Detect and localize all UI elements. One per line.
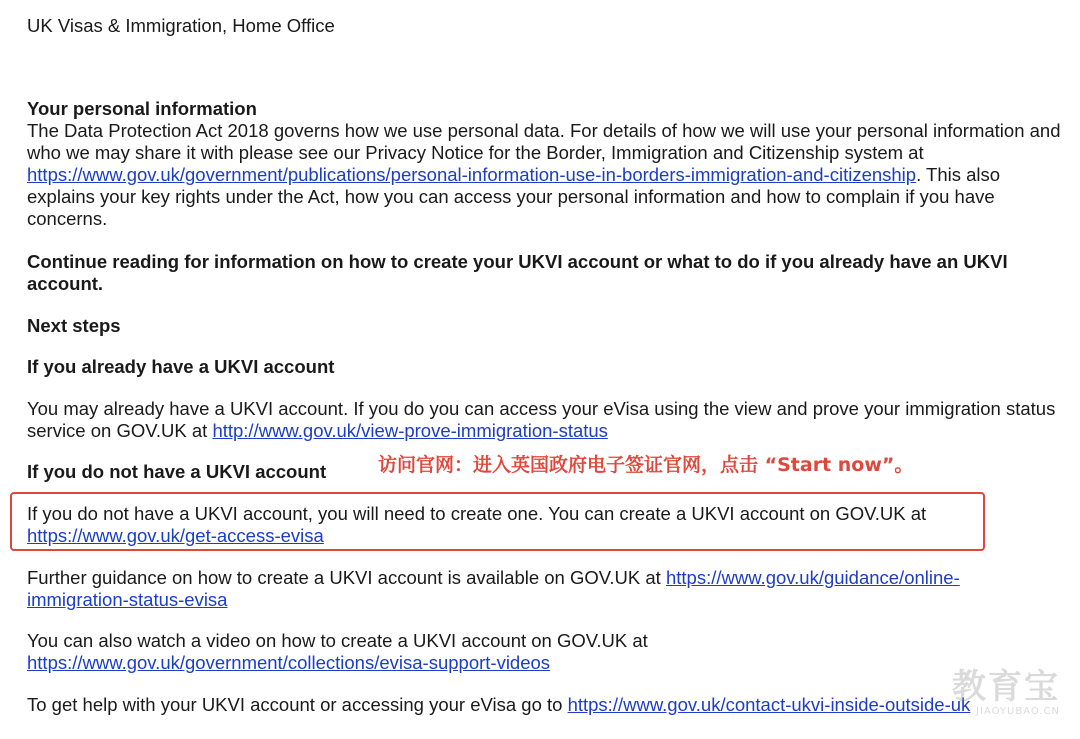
no-account-text: If you do not have a UKVI account, you will need to create one. You can create a UKVI account on GOV.UK at bbox=[27, 503, 927, 524]
help-text: To get help with your UKVI account or accessing your eVisa go to bbox=[27, 694, 568, 715]
view-prove-status-link[interactable]: http://www.gov.uk/view-prove-immigration-status bbox=[212, 420, 608, 441]
watermark-logo bbox=[952, 668, 1060, 718]
next-steps-heading: Next steps bbox=[27, 315, 121, 336]
guidance-text: Further guidance on how to create a UKVI account is available on GOV.UK at bbox=[27, 567, 666, 588]
personal-info-heading: Your personal information bbox=[27, 98, 257, 119]
have-account-paragraph bbox=[27, 398, 1062, 442]
personal-info-paragraph bbox=[27, 120, 1062, 230]
evisa-support-videos-link[interactable]: https://www.gov.uk/government/collections/evisa-support-videos bbox=[27, 652, 551, 673]
online-immigration-status-link[interactable]: https://www.gov.uk/guidance/online-immigration-status-evisa bbox=[27, 567, 960, 610]
watermark-sub: JIAOYUBAO.CN bbox=[976, 706, 1060, 717]
guidance-paragraph bbox=[27, 567, 1017, 611]
personal-info-section bbox=[27, 98, 1062, 230]
get-access-evisa-link[interactable]: https://www.gov.uk/get-access-evisa bbox=[27, 525, 324, 546]
continue-reading-text: Continue reading for information on how to create your UKVI account or what to do if you already have an UKVI account. bbox=[27, 251, 1008, 294]
help-paragraph bbox=[27, 694, 1062, 716]
personal-info-text-1: The Data Protection Act 2018 governs how we use personal data. For details of how we will use your personal information and who we may share it with please see our Privacy Notice for the Border, Immigration and Citizenship system at bbox=[27, 120, 1061, 163]
have-account-text: You may already have a UKVI account. If you do you can access your eVisa using the view and prove your immigration status service on GOV.UK at bbox=[27, 398, 1056, 441]
video-paragraph bbox=[27, 630, 727, 674]
personal-info-text-2: . This also explains your key rights under the Act, how you can access your personal information and how to complain if you have concerns. bbox=[27, 164, 1001, 229]
no-account-heading: If you do not have a UKVI account bbox=[27, 461, 327, 482]
have-account-heading: If you already have a UKVI account bbox=[27, 356, 335, 377]
privacy-notice-link[interactable]: https://www.gov.uk/government/publications/personal-information-use-in-borders-immigration-and-citizenship bbox=[27, 164, 917, 185]
annotation-text: 访问官网：进入英国政府电子签证官网，点击 “Start now”。 bbox=[378, 454, 914, 476]
contact-ukvi-link[interactable]: https://www.gov.uk/contact-ukvi-inside-outside-uk bbox=[567, 694, 971, 715]
video-text: You can also watch a video on how to create a UKVI account on GOV.UK at bbox=[27, 630, 648, 651]
watermark-main: 教育宝 bbox=[952, 667, 1060, 707]
highlight-box bbox=[10, 492, 985, 551]
sender-line: UK Visas & Immigration, Home Office bbox=[27, 15, 335, 36]
